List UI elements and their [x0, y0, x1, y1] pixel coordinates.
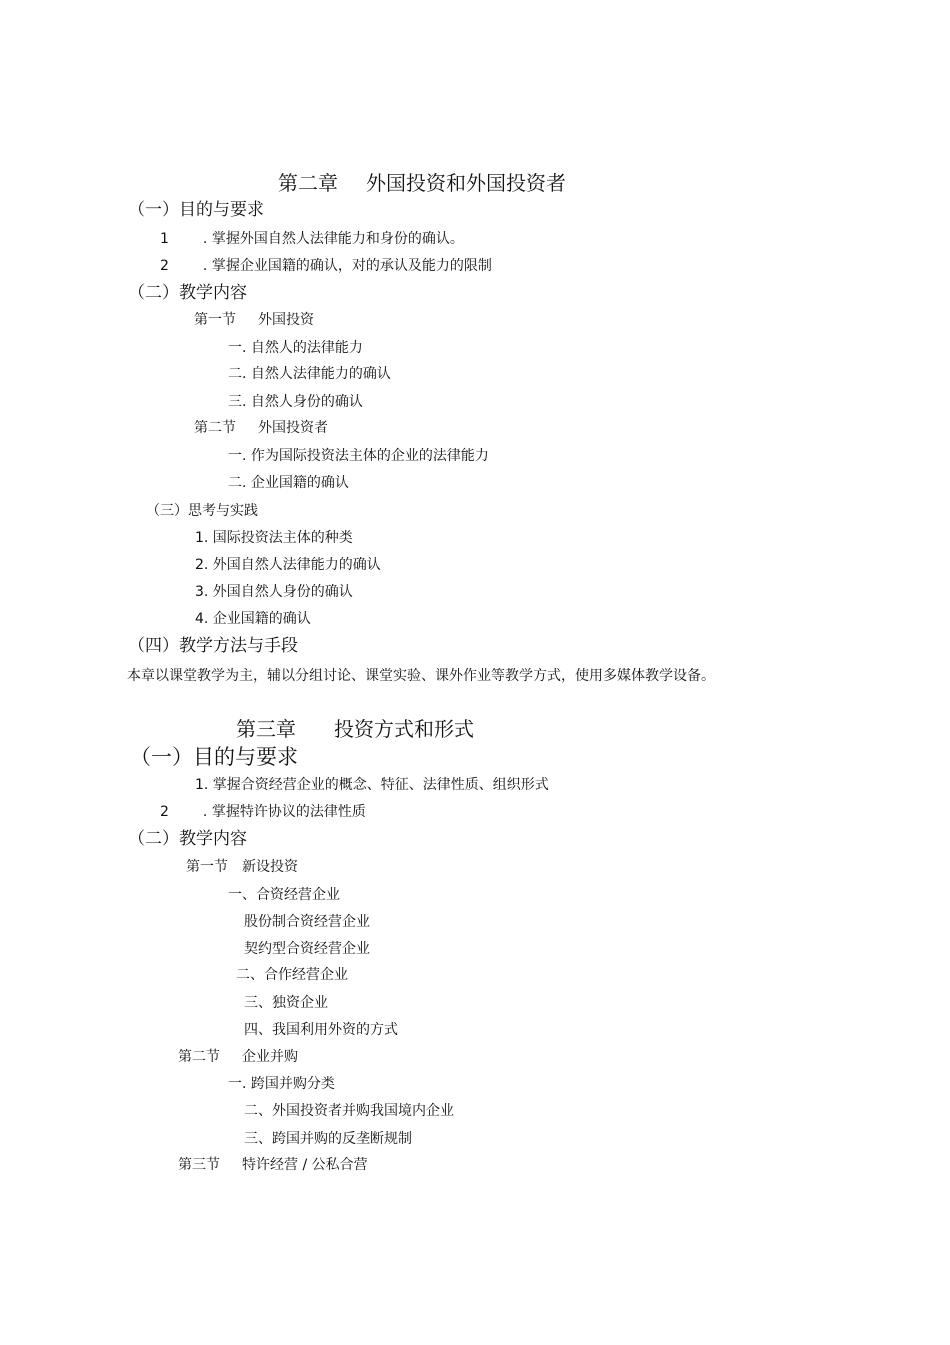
- section-title: 新设投资: [242, 859, 298, 875]
- chapter2-title-text: 外国投资和外国投资者: [366, 171, 566, 195]
- chapter3-title-text: 投资方式和形式: [334, 717, 474, 741]
- list-item: 三、独资企业: [244, 995, 328, 1011]
- list-item: 3. 外国自然人身份的确认: [195, 584, 353, 600]
- chapter3-title: [236, 719, 474, 739]
- chapter2-section2: [194, 421, 328, 435]
- list-item: 二. 企业国籍的确认: [228, 475, 349, 491]
- list-item: 三. 自然人身份的确认: [228, 394, 363, 410]
- chapter2-method-heading: （四）教学方法与手段: [128, 636, 298, 656]
- chapter3-number: 第三章: [236, 717, 296, 741]
- chapter3-goals-heading: （一）目的与要求: [130, 745, 298, 769]
- list-item: 1. 国际投资法主体的种类: [195, 530, 353, 546]
- section-label: 第三节: [178, 1157, 220, 1173]
- section-label: 第二节: [178, 1049, 220, 1065]
- section-title: 特许经营 / 公私合营: [242, 1157, 368, 1173]
- list-item: 股份制合资经营企业: [244, 914, 370, 930]
- chapter2-goal-2: [160, 259, 492, 273]
- list-item: 四、我国利用外资的方式: [244, 1022, 398, 1038]
- chapter2-practice-heading: （三）思考与实践: [146, 503, 258, 519]
- chapter2-goals-heading: （一）目的与要求: [128, 200, 264, 220]
- chapter2-content-heading: （二）教学内容: [128, 283, 247, 303]
- section-title: 外国投资: [258, 312, 314, 328]
- chapter3-section2: [178, 1050, 298, 1064]
- section-title: 企业并购: [242, 1049, 298, 1065]
- section-title: 外国投资者: [258, 420, 328, 436]
- section-label: 第一节: [186, 859, 228, 875]
- list-item: 三、跨国并购的反垄断规制: [244, 1131, 412, 1147]
- chapter2-goal-1: [160, 232, 464, 246]
- goal-text: . 掌握特许协议的法律性质: [202, 804, 366, 820]
- list-item: 一. 自然人的法律能力: [228, 340, 363, 356]
- chapter3-goal-2: [160, 805, 366, 819]
- chapter3-goal-1: 1. 掌握合资经营企业的概念、特征、法律性质、组织形式: [195, 777, 549, 793]
- list-item: 一. 作为国际投资法主体的企业的法律能力: [228, 448, 489, 464]
- list-item: 二、合作经营企业: [236, 967, 348, 983]
- chapter2-number: 第二章: [278, 171, 338, 195]
- goal-number: 1: [160, 231, 169, 247]
- goal-number: 2: [160, 258, 169, 274]
- goal-number: 2: [160, 804, 169, 820]
- goal-text: . 掌握企业国籍的确认，对的承认及能力的限制: [202, 258, 492, 274]
- goal-text: . 掌握外国自然人法律能力和身份的确认。: [202, 231, 464, 247]
- list-item: 二、外国投资者并购我国境内企业: [244, 1103, 454, 1119]
- chapter3-content-heading: （二）教学内容: [128, 829, 247, 849]
- chapter3-section1: [186, 860, 298, 874]
- list-item: 二. 自然人法律能力的确认: [228, 366, 391, 382]
- list-item: 2. 外国自然人法律能力的确认: [195, 557, 381, 573]
- chapter2-method-text: 本章以课堂教学为主，辅以分组讨论、课堂实验、课外作业等教学方式，使用多媒体教学设备。: [127, 668, 715, 684]
- list-item: 一. 跨国并购分类: [228, 1076, 335, 1092]
- section-label: 第二节: [194, 420, 236, 436]
- chapter2-section1: [194, 313, 314, 327]
- chapter2-title: [278, 173, 566, 193]
- section-label: 第一节: [194, 312, 236, 328]
- list-item: 一、合资经营企业: [228, 887, 340, 903]
- list-item: 契约型合资经营企业: [244, 941, 370, 957]
- list-item: 4. 企业国籍的确认: [195, 611, 311, 627]
- chapter3-section3: [178, 1158, 368, 1172]
